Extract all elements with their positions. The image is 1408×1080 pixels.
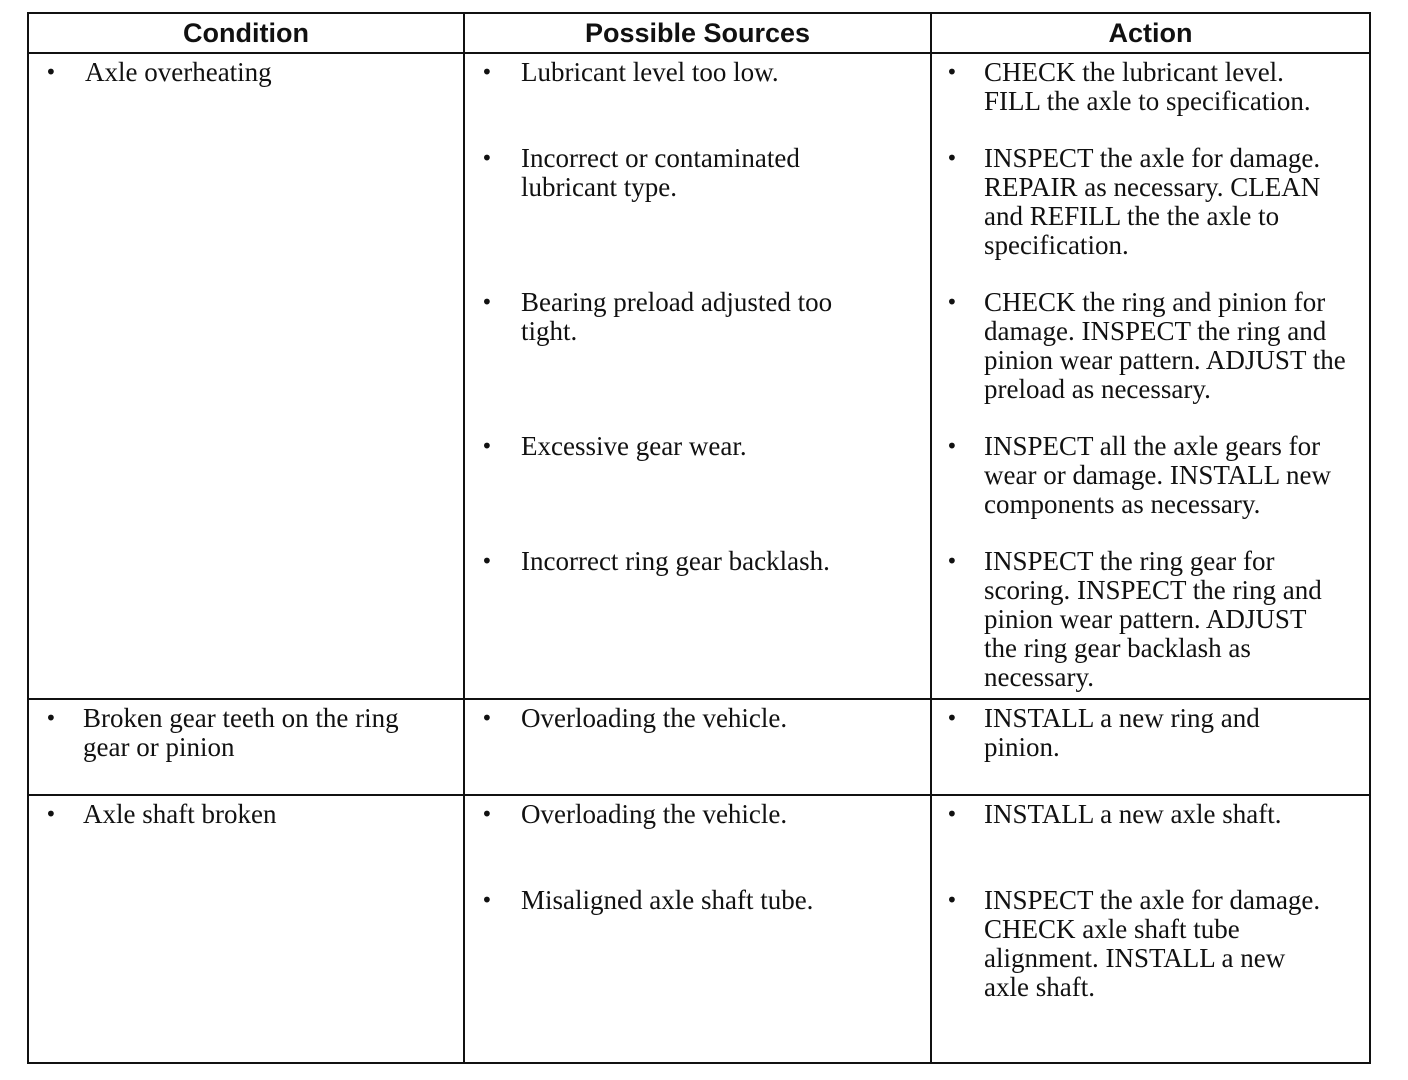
- bullet-icon: •: [946, 290, 958, 314]
- bullet-icon: •: [481, 706, 493, 730]
- header-condition: Condition: [28, 13, 464, 53]
- bullet-icon: •: [946, 888, 958, 912]
- action-text: INSPECT the axle for damage. REPAIR as necessary. CLEAN and REFILL the the axle to specification.: [984, 143, 1321, 260]
- bullet-icon: •: [946, 146, 958, 170]
- source-text: Lubricant level too low.: [521, 57, 779, 87]
- list-item: [932, 288, 1362, 404]
- action-text: CHECK the lubricant level. FILL the axle to specification.: [984, 57, 1311, 116]
- list-item: [465, 800, 930, 829]
- bullet-icon: •: [946, 549, 958, 573]
- list-item: [932, 432, 1352, 519]
- bullet-icon: •: [45, 706, 57, 730]
- table-row: [28, 53, 1370, 699]
- bullet-icon: •: [481, 434, 493, 458]
- source-text: Overloading the vehicle.: [521, 703, 788, 733]
- bullet-icon: •: [481, 146, 493, 170]
- action-text: INSPECT the ring gear for scoring. INSPECT the ring and pinion wear pattern. ADJUST the ring gear backlash as necessary.: [984, 546, 1322, 692]
- action-text: INSPECT all the axle gears for wear or damage. INSTALL new components as necessary.: [984, 431, 1331, 519]
- source-text: Bearing preload adjusted too tight.: [521, 287, 833, 346]
- source-text: Overloading the vehicle.: [521, 799, 788, 829]
- bullet-icon: •: [481, 802, 493, 826]
- bullet-icon: •: [481, 290, 493, 314]
- action-text: INSPECT the axle for damage. CHECK axle shaft tube alignment. INSTALL a new axle shaft.: [984, 885, 1321, 1002]
- bullet-icon: •: [481, 888, 493, 912]
- condition-cell: [28, 53, 464, 699]
- header-action: Action: [931, 13, 1370, 53]
- bullet-icon: •: [481, 60, 493, 84]
- bullet-icon: •: [946, 802, 958, 826]
- table-row: [28, 795, 1370, 1063]
- source-text: Incorrect ring gear backlash.: [521, 546, 830, 576]
- bullet-icon: •: [946, 706, 958, 730]
- action-text: INSTALL a new ring and pinion.: [984, 703, 1260, 762]
- sources-cell: [464, 699, 931, 795]
- list-item: [932, 704, 1332, 762]
- list-item: [465, 886, 930, 915]
- sources-cell: [464, 53, 931, 699]
- source-text: Incorrect or contaminated lubricant type.: [521, 143, 800, 202]
- list-item: [932, 144, 1332, 260]
- sources-cell: [464, 795, 931, 1063]
- header-possible-sources: Possible Sources: [464, 13, 931, 53]
- action-text: CHECK the ring and pinion for damage. INSPECT the ring and pinion wear pattern. ADJUST the preload as necessary.: [984, 287, 1346, 404]
- bullet-icon: •: [481, 549, 493, 573]
- bullet-icon: •: [45, 60, 57, 84]
- condition-cell: [28, 795, 464, 1063]
- actions-cell: [931, 795, 1370, 1063]
- bullet-icon: •: [946, 60, 958, 84]
- actions-cell: [931, 699, 1370, 795]
- list-item: [465, 547, 930, 576]
- list-item: [465, 288, 885, 346]
- list-item: [932, 800, 1369, 829]
- list-item: [465, 704, 930, 733]
- source-text: Misaligned axle shaft tube.: [521, 885, 814, 915]
- diagnosis-table: [27, 12, 1371, 1064]
- table-row: [28, 699, 1370, 795]
- condition-text: Axle overheating: [85, 57, 272, 87]
- condition-cell: [28, 699, 464, 795]
- bullet-icon: •: [45, 802, 57, 826]
- bullet-icon: •: [946, 434, 958, 458]
- list-item: [932, 547, 1352, 692]
- list-item: [465, 58, 930, 87]
- header-row: [28, 13, 1370, 53]
- condition-text: Broken gear teeth on the ring gear or pinion: [83, 703, 399, 762]
- actions-cell: [931, 53, 1370, 699]
- list-item: [932, 886, 1332, 1002]
- diagnosis-table-container: [27, 12, 1369, 1064]
- action-text: INSTALL a new axle shaft.: [984, 799, 1282, 829]
- condition-text: Axle shaft broken: [83, 799, 277, 829]
- list-item: [932, 58, 1332, 116]
- source-text: Excessive gear wear.: [521, 431, 747, 461]
- list-item: [465, 144, 885, 202]
- list-item: [465, 432, 930, 461]
